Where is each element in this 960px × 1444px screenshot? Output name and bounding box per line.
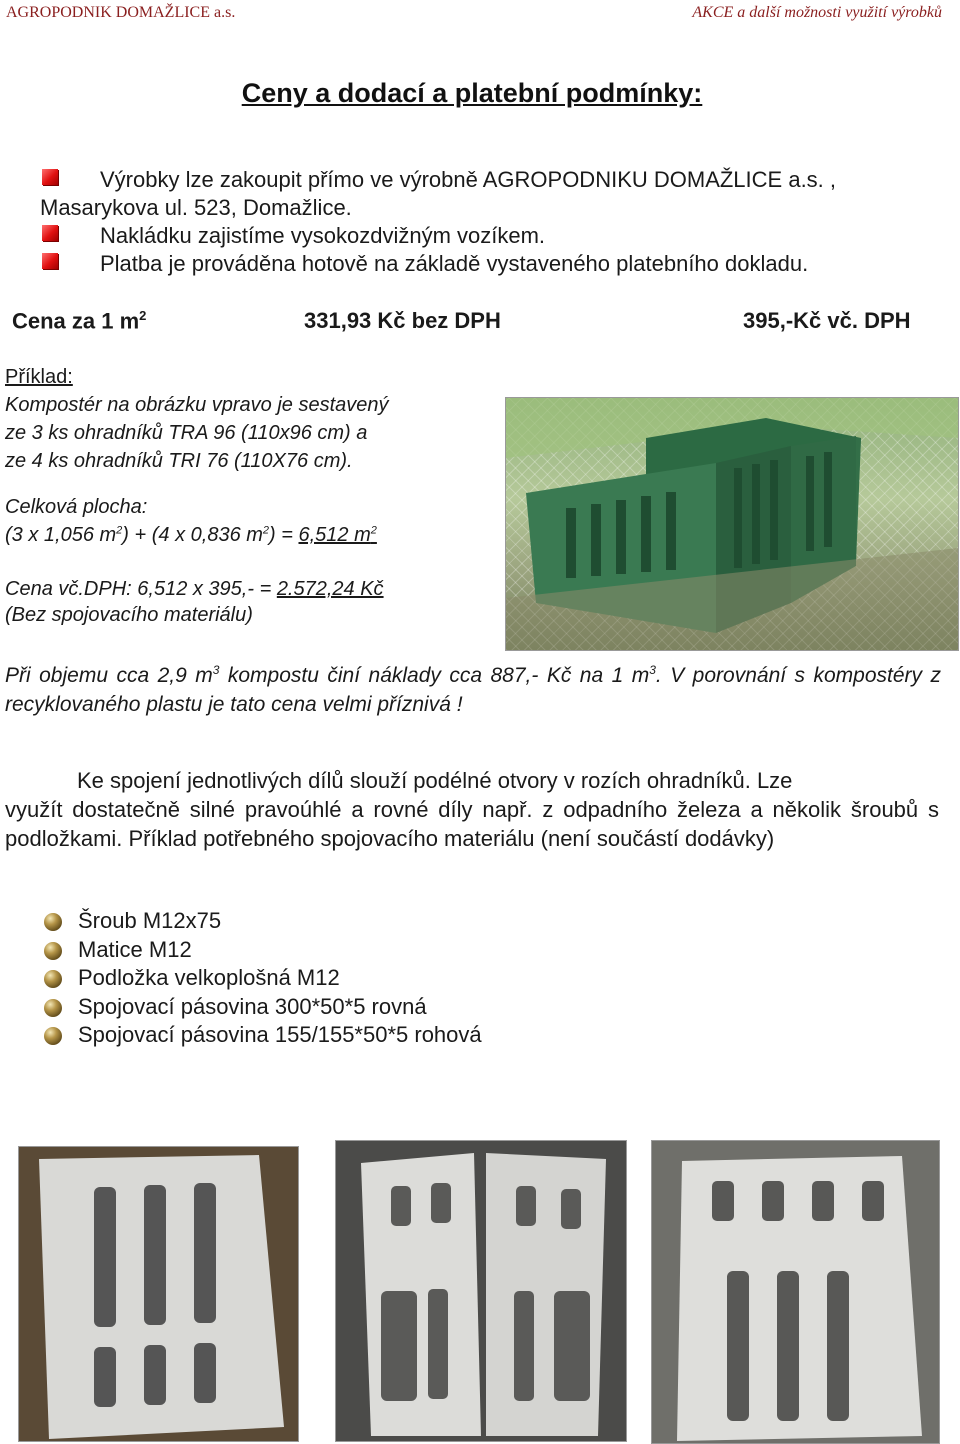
- price-net: 331,93 Kč bez DPH: [304, 308, 501, 333]
- intro-list: [40, 166, 940, 278]
- cost-note: (Bez spojovacího materiálu): [5, 604, 253, 626]
- conclusion-text: kompostu činí náklady cca 887,- Kč na 1 m: [219, 664, 650, 687]
- area-total: [299, 524, 377, 546]
- area-part: ) =: [269, 524, 299, 546]
- parts-list: [44, 908, 482, 1051]
- composter-photo: [505, 397, 959, 651]
- cost-prefix: Cena vč.DPH: 6,512 x 395,- =: [5, 578, 277, 600]
- example-heading-text: Příklad:: [5, 366, 73, 388]
- header-section: AKCE a další možnosti využití výrobků: [692, 4, 942, 21]
- concrete-panel-photo-3: [651, 1140, 940, 1444]
- ball-bullet-icon: [44, 913, 62, 931]
- part-label: Spojovací pásovina 155/155*50*5 rohová: [78, 1022, 482, 1047]
- cost-total: 2.572,24 Kč: [276, 578, 384, 600]
- page-title: Ceny a dodací a platební podmínky:: [241, 78, 703, 108]
- price-label: [12, 308, 146, 334]
- red-square-bullet-icon: [42, 253, 58, 269]
- superscript: 2: [262, 524, 270, 537]
- ball-bullet-icon: [44, 970, 62, 988]
- ball-bullet-icon: [44, 999, 62, 1017]
- superscript: 2: [139, 308, 147, 323]
- list-item: [44, 1022, 482, 1051]
- part-label: Šroub M12x75: [78, 908, 222, 933]
- list-item: [44, 908, 482, 937]
- area-label: Celková plocha:: [5, 496, 148, 518]
- cost-line: [5, 578, 384, 601]
- superscript: 2: [116, 524, 123, 537]
- red-square-bullet-icon: [42, 225, 58, 241]
- example-desc-2: ze 3 ks ohradníků TRA 96 (110x96 cm) a: [5, 422, 368, 444]
- example-desc-3: ze 4 ks ohradníků TRI 76 (110X76 cm).: [5, 450, 353, 472]
- connection-paragraph: [5, 766, 939, 853]
- list-item: [44, 965, 482, 994]
- conclusion-text: Při objemu cca 2,9 m: [5, 664, 213, 687]
- intro-text: Nakládku zajistíme vysokozdvižným vozíkem.: [100, 223, 546, 248]
- concrete-panel-illustration: [652, 1141, 939, 1443]
- area-formula: [5, 524, 377, 547]
- price-gross: 395,-Kč vč. DPH: [743, 308, 911, 333]
- concrete-panel-photo-2: [335, 1140, 627, 1442]
- superscript: 2: [370, 524, 377, 537]
- area-part: (3 x 1,056 m: [5, 524, 117, 546]
- conclusion-text: . V porovnání s kompostéry z recyklovaného plastu je tato cena velmi příznivá !: [5, 664, 941, 716]
- area-total-value: 6,512 m: [298, 524, 371, 546]
- ball-bullet-icon: [44, 942, 62, 960]
- concrete-panel-illustration: [19, 1147, 298, 1441]
- superscript: 3: [212, 663, 220, 677]
- price-label-text: Cena za 1 m: [12, 308, 140, 334]
- example-heading: [5, 366, 73, 389]
- part-label: Podložka velkoplošná M12: [78, 965, 340, 990]
- superscript: 3: [649, 663, 656, 677]
- part-label: Spojovací pásovina 300*50*5 rovná: [78, 993, 427, 1019]
- cost-conclusion: [5, 656, 941, 719]
- composter-illustration: [506, 398, 958, 650]
- intro-item-purchase-cont: Masarykova ul. 523, Domažlice.: [40, 195, 352, 220]
- intro-item-payment: [40, 250, 940, 278]
- intro-item-purchase: [40, 166, 940, 194]
- list-item: [44, 994, 482, 1023]
- concrete-panel-photo-1: [18, 1146, 299, 1442]
- concrete-panel-illustration: [336, 1141, 626, 1441]
- header-company: AGROPODNIK DOMAŽLICE a.s.: [6, 4, 236, 21]
- intro-text: Platba je prováděna hotově na základě vystaveného platebního dokladu.: [100, 251, 809, 276]
- red-square-bullet-icon: [42, 169, 58, 185]
- area-part: ) + (4 x 0,836 m: [122, 524, 263, 546]
- paragraph-rest: využít dostatečně silné pravoúhlé a rovné díly např. z odpadního železa a několik šroubů s podložkami. Příklad potřebného spojovacího materiálu (není součástí dodávky): [5, 797, 939, 851]
- part-label: Matice M12: [78, 936, 192, 962]
- intro-item-loading: [40, 222, 940, 250]
- intro-text: Výrobky lze zakoupit přímo ve výrobně AGROPODNIKU DOMAŽLICE a.s. ,: [100, 167, 837, 192]
- paragraph-first-line: Ke spojení jednotlivých dílů slouží podélné otvory v rozích ohradníků. Lze: [77, 768, 793, 793]
- list-item: [44, 937, 482, 966]
- example-desc-1: Kompostér na obrázku vpravo je sestavený: [5, 394, 389, 416]
- ball-bullet-icon: [44, 1027, 62, 1045]
